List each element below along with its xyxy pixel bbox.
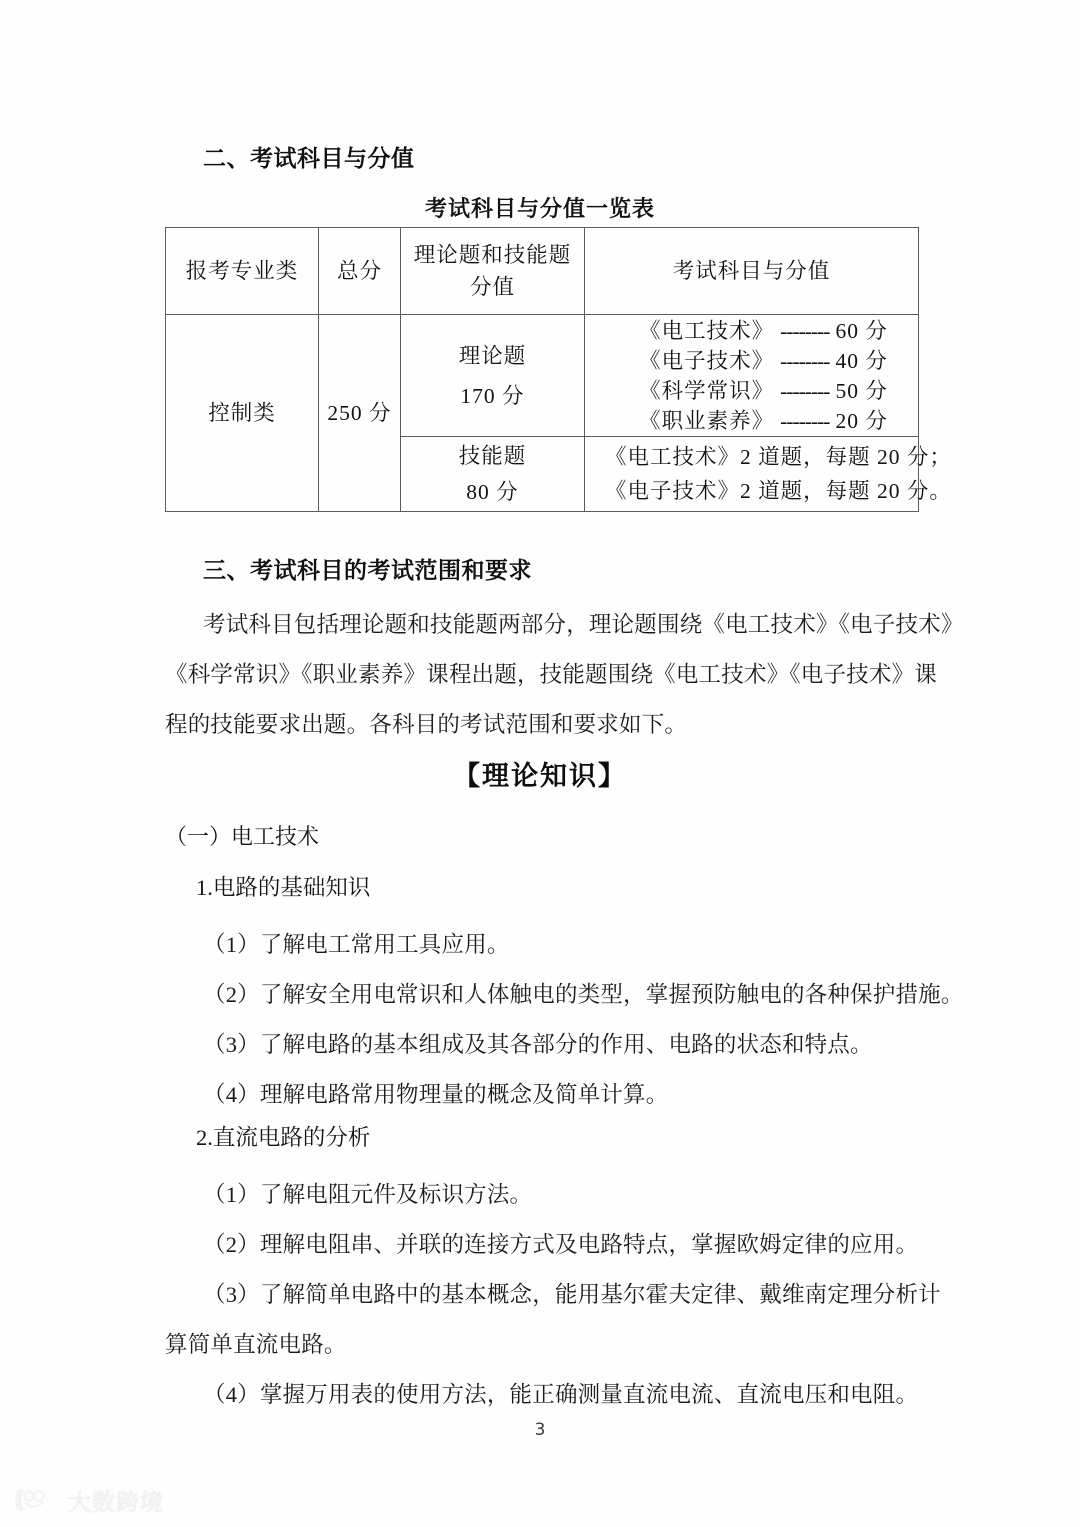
exam-subjects-score-table	[165, 227, 952, 512]
subject-score: 50 分	[835, 378, 888, 403]
skill-detail-line: 《电工技术》2 道题，每题 20 分；	[605, 445, 952, 469]
list-item: （1）了解电阻元件及标识方法。	[203, 1182, 533, 1207]
subject-score: 20 分	[835, 408, 888, 433]
table-header-row	[166, 228, 919, 315]
group-title-1: 1.电路的基础知识	[196, 875, 371, 900]
cell-skill-label	[401, 437, 585, 512]
cell-total-score: 250 分	[319, 315, 401, 512]
intro-paragraph-line-1: 考试科目包括理论题和技能题两部分，理论题围绕《电工技术》《电子技术》	[203, 612, 964, 637]
header-major-category: 报考专业类	[166, 228, 319, 315]
table-caption: 考试科目与分值一览表	[424, 196, 655, 222]
cell-skill-details	[585, 437, 952, 512]
list-item: （2）理解电阻串、并联的连接方式及电路特点，掌握欧姆定律的应用。	[203, 1232, 919, 1257]
subject-score: 60 分	[835, 318, 888, 343]
subject-dash: --------	[780, 318, 830, 343]
subject-name: 《电工技术》	[639, 318, 775, 343]
header-total-score: 总分	[319, 228, 401, 315]
page-number: 3	[534, 1420, 546, 1440]
cell-theory-label	[401, 315, 585, 437]
subject-name: 《电子技术》	[639, 348, 775, 373]
skill-label-line1: 技能题	[458, 444, 527, 468]
watermark-text: 大数跨境	[68, 1489, 164, 1516]
table-row	[166, 315, 919, 437]
list-item-continuation: 算简单直流电路。	[165, 1332, 347, 1357]
subject-row	[609, 406, 918, 436]
theory-knowledge-title: 【理论知识】	[453, 761, 627, 792]
skill-detail-line: 《电子技术》2 道题，每题 20 分。	[605, 479, 952, 503]
header-subjects-and-scores: 考试科目与分值	[585, 228, 919, 315]
header-question-type-line1: 理论题和技能题	[413, 243, 572, 267]
header-question-type-score	[401, 228, 585, 315]
theory-label-line2: 170 分	[460, 383, 525, 408]
list-item: （2）了解安全用电常识和人体触电的类型，掌握预防触电的各种保护措施。	[203, 982, 964, 1007]
cell-major-category: 控制类	[166, 315, 319, 512]
list-item: （1）了解电工常用工具应用。	[203, 932, 510, 957]
intro-paragraph-line-2: 《科学常识》《职业素养》课程出题，技能题围绕《电工技术》《电子技术》课	[165, 662, 938, 687]
footer-watermark	[14, 1481, 164, 1519]
subject-row	[609, 316, 918, 346]
cell-theory-subjects	[585, 315, 919, 437]
subject-row	[609, 376, 918, 406]
brand-logo-icon	[14, 1487, 60, 1513]
subject-dash: --------	[780, 408, 830, 433]
subject-name: 《科学常识》	[639, 378, 775, 403]
intro-paragraph-line-3: 程的技能要求出题。各科目的考试范围和要求如下。	[165, 712, 688, 737]
subject-dash: --------	[780, 348, 830, 373]
subject-dash: --------	[780, 378, 830, 403]
section-two-heading: 二、考试科目与分值	[203, 146, 415, 172]
subject-row	[609, 346, 918, 376]
list-item: （4）理解电路常用物理量的概念及简单计算。	[203, 1082, 669, 1107]
subsection-label-electrical-technology: （一）电工技术	[165, 825, 320, 850]
subject-score: 40 分	[835, 348, 888, 373]
skill-label-line2: 80 分	[466, 480, 519, 504]
list-item: （4）掌握万用表的使用方法，能正确测量直流电流、直流电压和电阻。	[203, 1382, 919, 1407]
group-title-2: 2.直流电路的分析	[196, 1125, 371, 1150]
subject-name: 《职业素养》	[639, 408, 775, 433]
list-item: （3）了解简单电路中的基本概念，能用基尔霍夫定律、戴维南定理分析计	[203, 1282, 941, 1307]
list-item: （3）了解电路的基本组成及其各部分的作用、电路的状态和特点。	[203, 1032, 873, 1057]
header-question-type-line2: 分值	[469, 275, 515, 299]
theory-label-line1: 理论题	[458, 343, 527, 368]
section-three-heading: 三、考试科目的考试范围和要求	[203, 558, 532, 584]
